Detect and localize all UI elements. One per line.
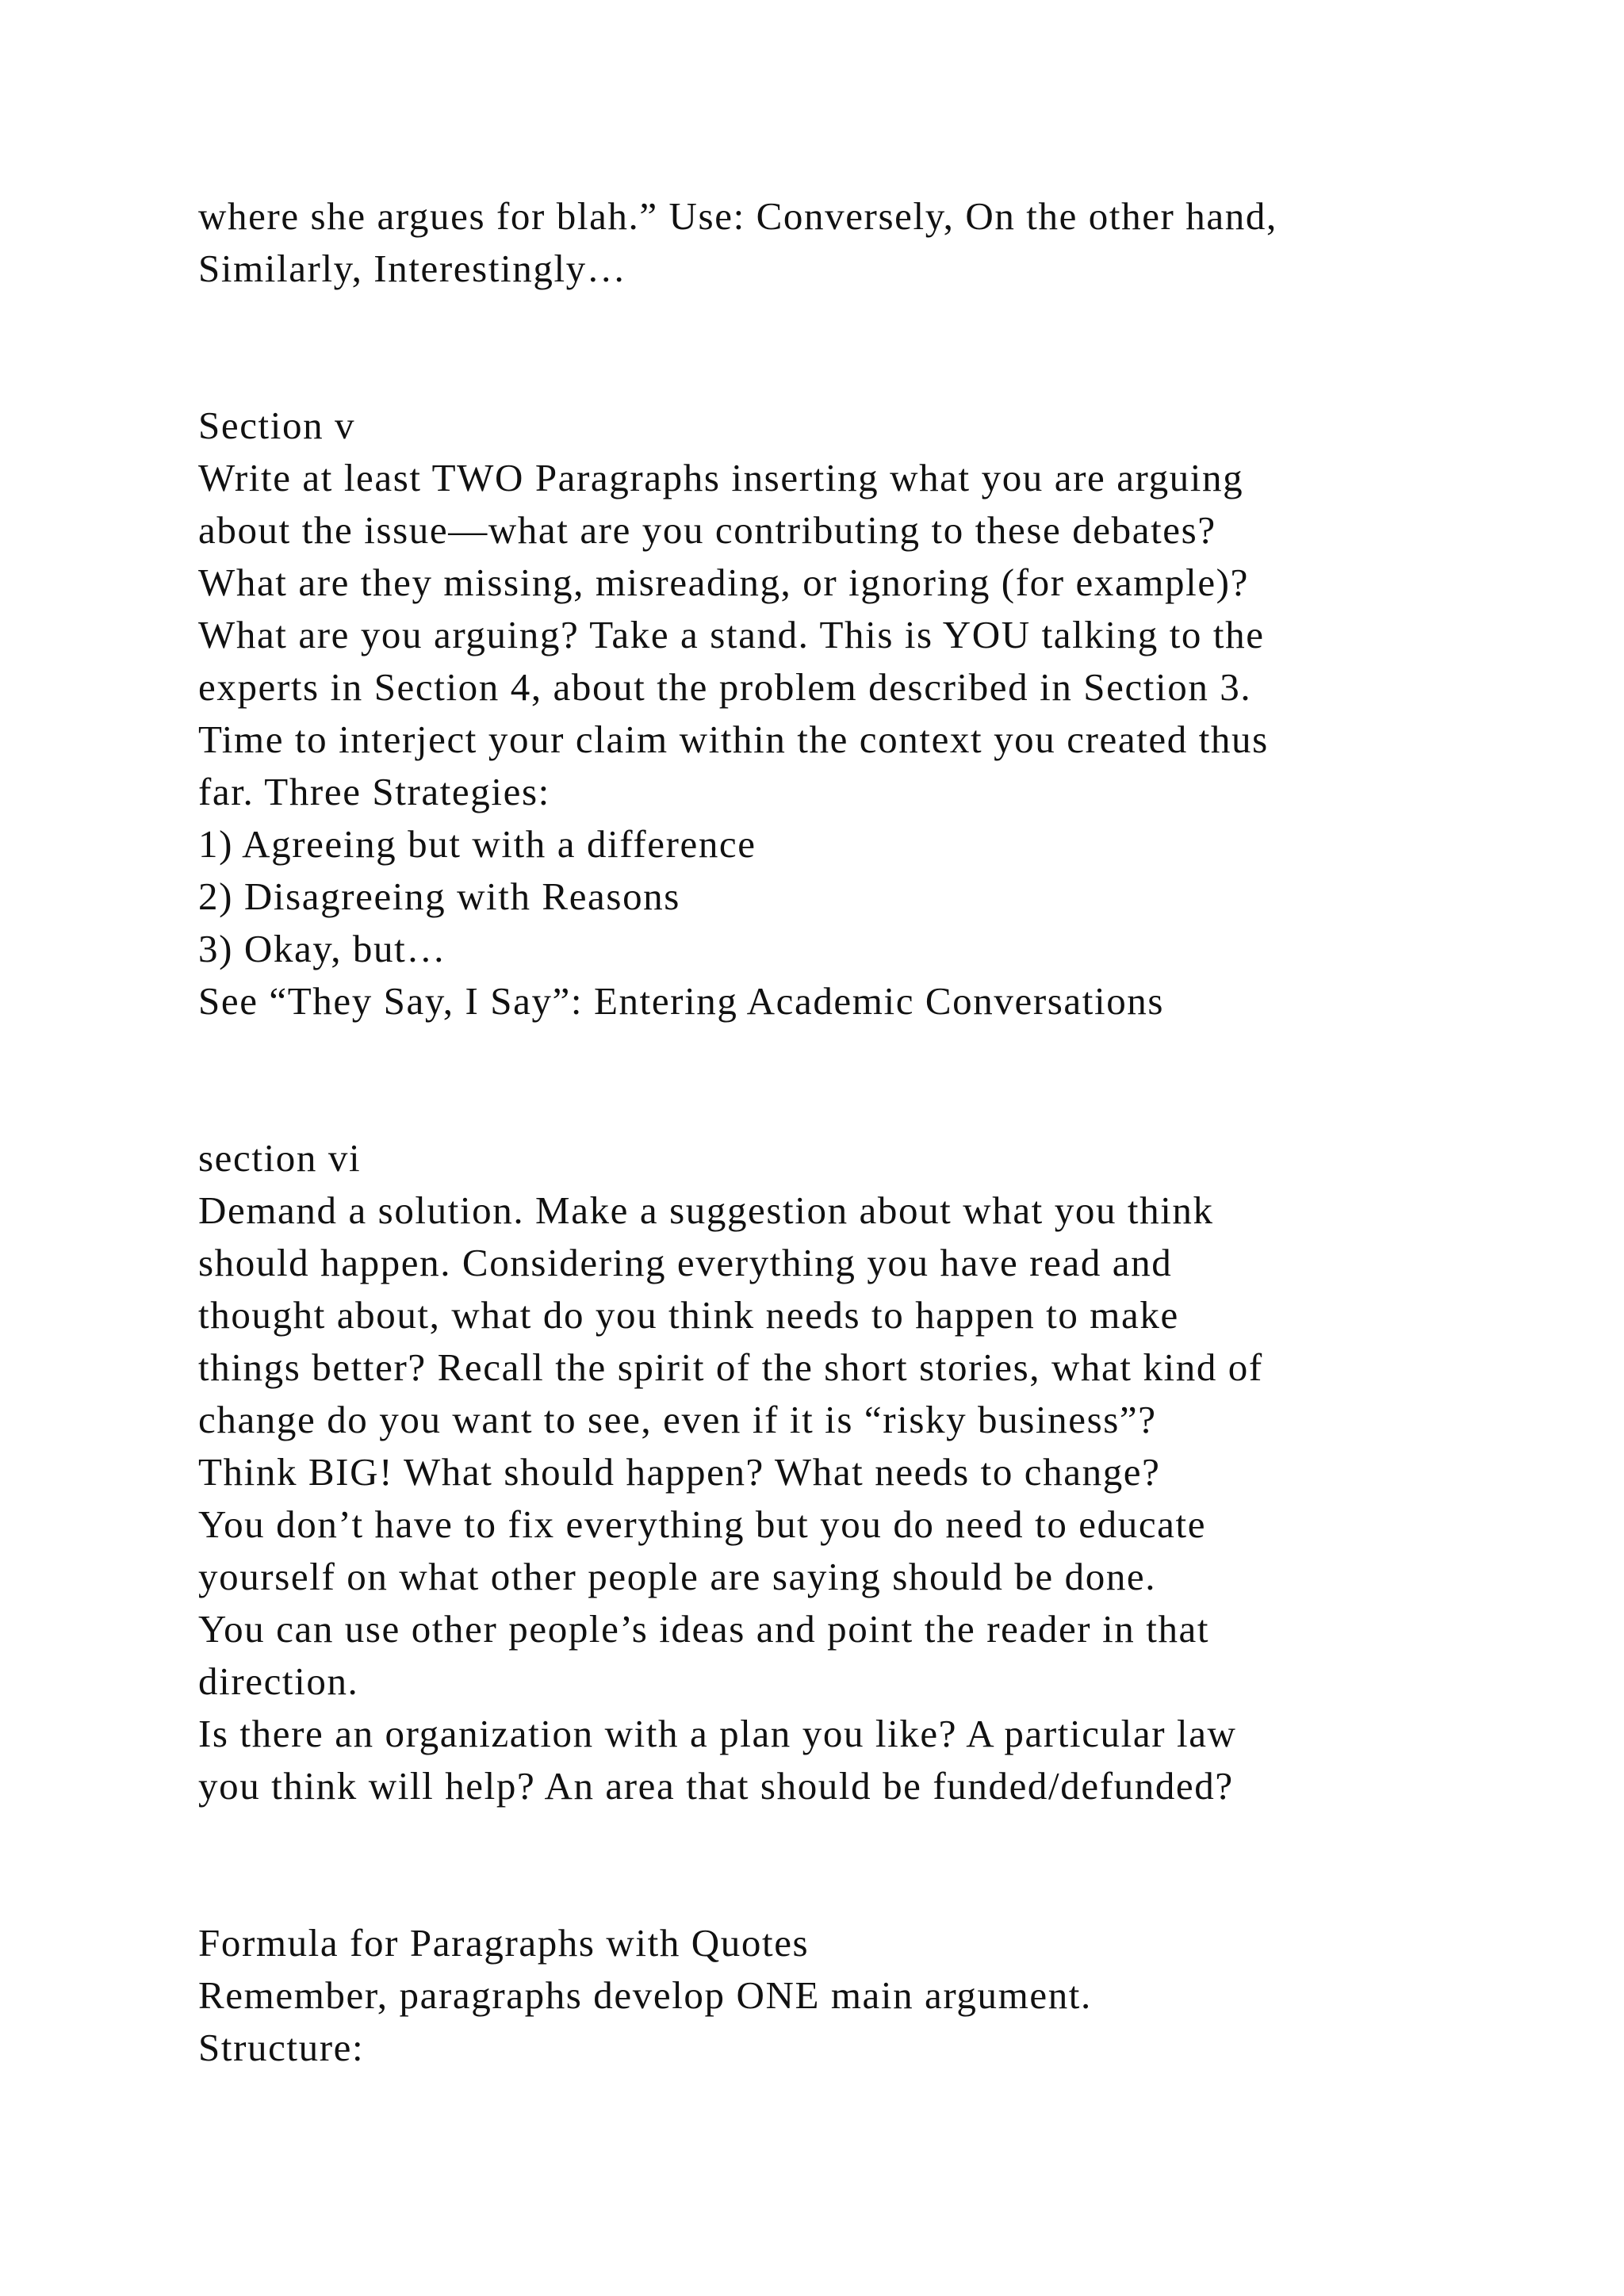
intro-paragraph [198,190,1467,295]
document-body [198,190,1467,2074]
text-line: should happen. Considering everything you have read and [198,1241,1173,1284]
text-line: about the issue—what are you contributing to these debates? [198,508,1216,552]
text-line: change do you want to see, even if it is “risky business”? [198,1398,1157,1441]
text-line: things better? Recall the spirit of the short stories, what kind of [198,1345,1263,1389]
text-line: What are they missing, misreading, or ignoring (for example)? [198,561,1249,604]
text-line: yourself on what other people are saying should be done. [198,1555,1157,1598]
section-vi [198,1132,1467,1812]
strategy-item: 1) Agreeing but with a difference [198,822,756,866]
text-line: you think will help? An area that should be funded/defunded? [198,1764,1234,1808]
text-line: What are you arguing? Take a stand. This is YOU talking to the [198,613,1265,656]
text-line: experts in Section 4, about the problem described in Section 3. [198,665,1252,709]
text-line: Similarly, Interestingly… [198,247,627,290]
formula-section [198,1917,1467,2074]
strategy-item: 3) Okay, but… [198,927,446,970]
section-v [198,400,1467,1027]
text-line: Write at least TWO Paragraphs inserting what you are arguing [198,456,1244,499]
text-line: Time to interject your claim within the context you created thus [198,718,1269,761]
strategy-item: 2) Disagreeing with Reasons [198,874,680,918]
text-line: direction. [198,1659,359,1703]
paragraph-gap [198,1812,1467,1917]
paragraph-gap [198,1027,1467,1132]
text-line: thought about, what do you think needs to happen to make [198,1293,1179,1337]
reference-line: See “They Say, I Say”: Entering Academic Conversations [198,979,1165,1023]
text-line: Is there an organization with a plan you like? A particular law [198,1712,1237,1755]
text-line: Remember, paragraphs develop ONE main argument. [198,1973,1092,2017]
text-line: Think BIG! What should happen? What needs to change? [198,1450,1161,1494]
text-line: where she argues for blah.” Use: Conversely, On the other hand, [198,194,1277,238]
text-line: Demand a solution. Make a suggestion about what you think [198,1188,1214,1232]
paragraph-gap [198,295,1467,400]
section-vi-heading: section vi [198,1136,362,1180]
text-line: far. Three Strategies: [198,770,550,813]
section-v-heading: Section v [198,404,356,447]
formula-heading: Formula for Paragraphs with Quotes [198,1921,810,1965]
text-line: You don’t have to fix everything but you do need to educate [198,1502,1207,1546]
text-line: You can use other people’s ideas and point the reader in that [198,1607,1210,1651]
text-line: Structure: [198,2026,365,2069]
